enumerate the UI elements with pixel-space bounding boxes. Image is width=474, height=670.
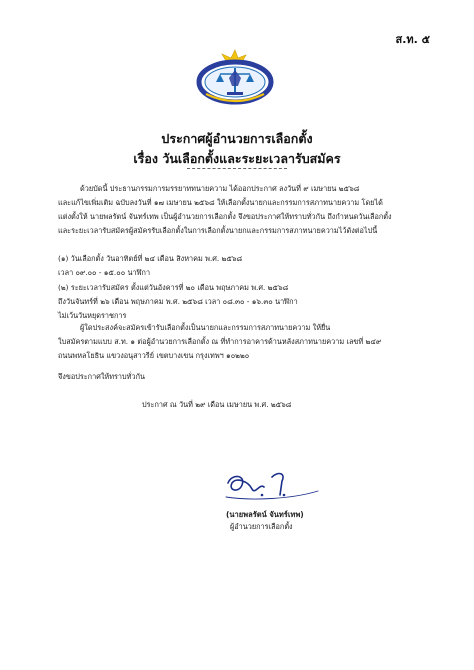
intro-line: ด้วยบัดนี้ ประธานกรรมการมรรยาททนายความ ได้ออกประกาศ ลงวันที่ ๙ เมษายน ๒๕๖๘ — [80, 184, 360, 193]
application-line: ใบสมัครตามแบบ ส.ท. ๑ ต่อผู้อำนวยการเลือกตั้ง ณ ที่ทำการอาคารด้านหลังสภาทนายความ เลขที่ ๒๔๙ — [58, 337, 382, 346]
signer-role: ผู้อำนวยการเลือกตั้ง — [230, 522, 293, 531]
application-paragraph — [58, 321, 428, 363]
election-date-item — [58, 252, 428, 280]
item-line: เวลา ๐๙.๐๐ - ๑๕.๐๐ นาฬิกา — [58, 268, 151, 277]
closing-statement: จึงขอประกาศให้ทราบทั่วกัน — [58, 372, 145, 381]
title-line-2: เรื่อง วันเลือกตั้งและระยะเวลารับสมัคร — [133, 151, 341, 166]
item-line: (๒) ระยะเวลารับสมัคร ตั้งแต่วันอังคารที่ ๒๐ เดือน พฤษภาคม พ.ศ. ๒๕๖๘ — [58, 283, 289, 292]
item-line: ไม่เว้นวันหยุดราชการ — [58, 311, 127, 320]
announcement-date: ประกาศ ณ วันที่ ๒๙ เดือน เมษายน พ.ศ. ๒๕๖๘ — [142, 400, 292, 409]
signer-name: (นายพลรัตน์ จันทร์เทพ) — [226, 510, 304, 519]
intro-paragraph — [58, 182, 428, 238]
form-code: ส.ท. ๕ — [395, 33, 430, 46]
application-line: ถนนพหลโยธิน แขวงอนุสาวรีย์ เขตบางเขน กรุงเทพฯ ๑๐๒๒๐ — [58, 351, 250, 360]
intro-line: แต่งตั้งให้ นายพลรัตน์ จันทร์เทพ เป็นผู้อำนวยการเลือกตั้ง จึงขอประกาศให้ทราบทั่วกัน ถึงกำหนดวันเลือกตั้ง — [58, 212, 392, 221]
title-line-1: ประกาศผู้อำนวยการเลือกตั้ง — [161, 131, 313, 146]
intro-line: และแก้ไขเพิ่มเติม ฉบับลงวันที่ ๑๗ เมษายน ๒๕๖๘ ให้เลือกตั้งนายกและกรรมการสภาทนายความ โดยได้ — [58, 198, 383, 207]
item-line: (๑) วันเลือกตั้ง วันอาทิตย์ที่ ๒๔ เดือน สิงหาคม พ.ศ. ๒๕๖๘ — [58, 254, 243, 263]
title-separator — [187, 168, 287, 169]
intro-line: และระยะเวลารับสมัครผู้สมัครรับเลือกตั้งในการเลือกตั้งนายกและกรรมการสภาทนายความไว้ดังต่อไปนี้ — [58, 226, 378, 235]
application-line: ผู้ใดประสงค์จะสมัครเข้ารับเลือกตั้งเป็นนายกและกรรมการสภาทนายความ ให้ยื่น — [80, 323, 331, 332]
item-line: ถึงวันจันทร์ที่ ๒๖ เดือน พฤษภาคม พ.ศ. ๒๕๖๘ เวลา ๐๘.๓๐ - ๑๖.๓๐ นาฬิกา — [58, 297, 298, 306]
registration-period-item — [58, 281, 428, 323]
signature-icon — [222, 469, 322, 503]
lawyers-council-emblem-icon — [196, 48, 274, 106]
